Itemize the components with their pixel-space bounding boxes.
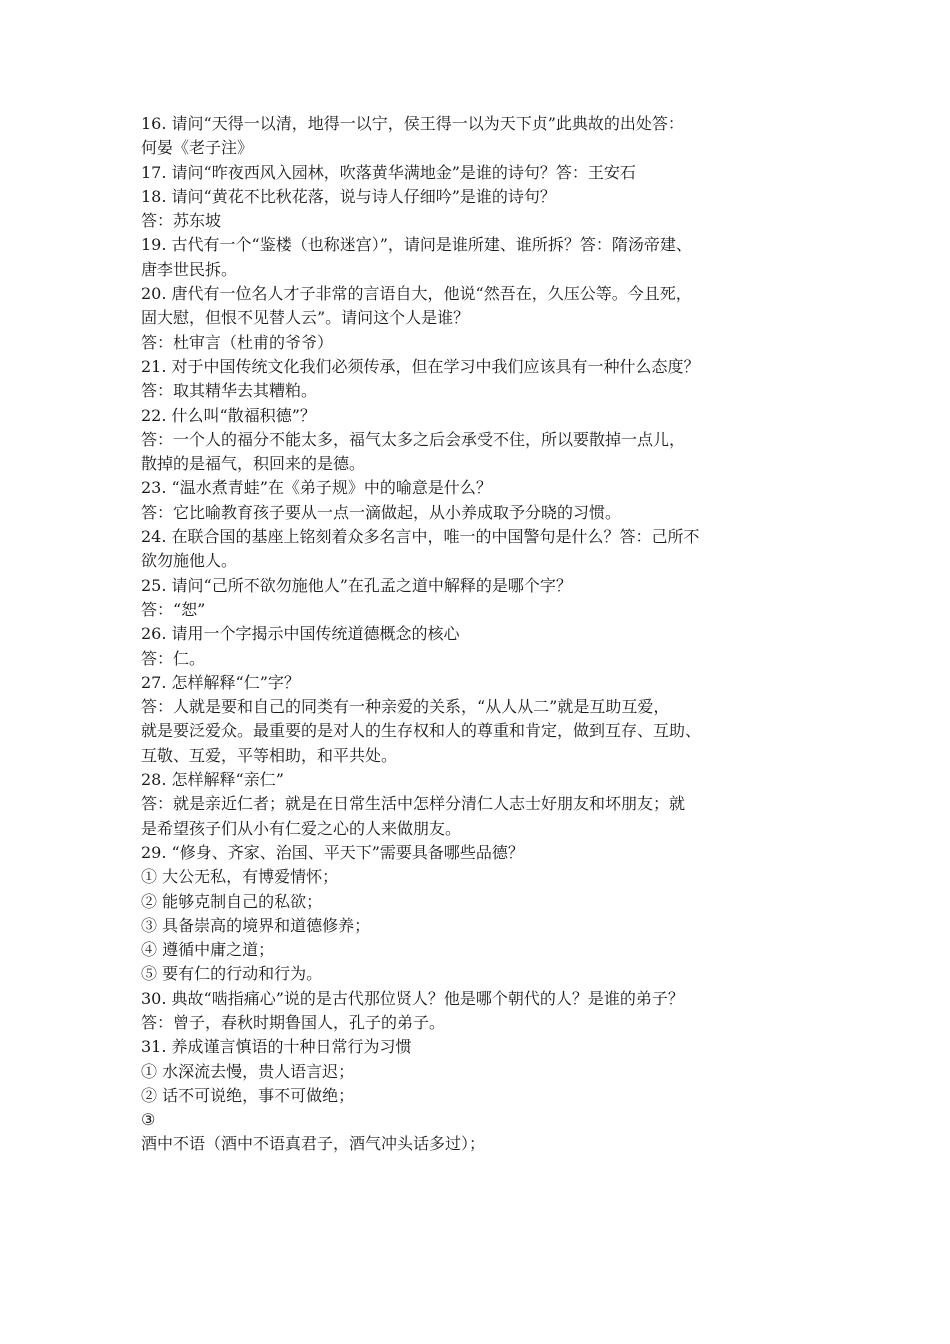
- text-line: ⑤ 要有仁的行动和行为。: [141, 964, 323, 984]
- text-line: 答：曾子，春秋时期鲁国人，孔子的弟子。: [141, 1012, 446, 1032]
- text-line: 28. 怎样解释“亲仁”: [141, 770, 284, 790]
- text-line: ③: [141, 1110, 156, 1130]
- text-line: 散掉的是福气，积回来的是德。: [141, 454, 366, 474]
- text-line: 21. 对于中国传统文化我们必须传承，但在学习中我们应该具有一种什么态度？: [141, 356, 700, 376]
- text-line: 酒中不语（酒中不语真君子，酒气冲头话多过）；: [141, 1134, 486, 1154]
- text-line: 22. 什么叫“散福积德”？: [141, 405, 316, 425]
- text-line: 互敬、互爱，平等相助，和平共处。: [141, 745, 398, 765]
- text-line: 18. 请问“黄花不比秋花落，说与诗人仔细吟”是谁的诗句？: [141, 186, 556, 206]
- text-line: 欲勿施他人。: [141, 551, 238, 571]
- text-line: ④ 遵循中庸之道；: [141, 940, 275, 960]
- text-line: 答：苏东坡: [141, 211, 222, 231]
- text-line: 是希望孩子们从小有仁爱之心的人来做朋友。: [141, 818, 462, 838]
- text-line: ② 能够克制自己的私欲；: [141, 891, 323, 911]
- text-line: 16. 请问“天得一以清，地得一以宁，侯王得一以为天下贞”此典故的出处答：: [141, 114, 684, 133]
- text-line: ② 话不可说绝，事不可做绝；: [141, 1085, 355, 1105]
- text-line: 答：人就是要和自己的同类有一种亲爱的关系，“从人从二”就是互助互爱，: [141, 697, 670, 717]
- text-line: 31. 养成谨言慎语的十种日常行为习惯: [141, 1037, 412, 1057]
- text-line: 何晏《老子注》: [141, 138, 254, 158]
- text-line: ① 大公无私，有博爱情怀；: [141, 867, 339, 887]
- text-line: 就是要泛爱众。最重要的是对人的生存权和人的尊重和肯定，做到互存、互助、: [141, 721, 702, 741]
- text-line: 答：杜审言（杜甫的爷爷）: [141, 332, 334, 352]
- text-line: ① 水深流去慢，贵人语言迟；: [141, 1061, 355, 1081]
- text-line: 固大慰，但恨不见替人云”。请问这个人是谁？: [141, 308, 470, 328]
- text-line: ③ 具备崇高的境界和道德修养；: [141, 915, 371, 935]
- document-body: [141, 112, 831, 1157]
- text-line: 唐李世民拆。: [141, 259, 238, 279]
- text-line: 25. 请问“己所不欲勿施他人”在孔孟之道中解释的是哪个字？: [141, 575, 572, 595]
- text-line: 23. “温水煮青蛙”在《弟子规》中的喻意是什么？: [141, 478, 492, 498]
- text-line: 19. 古代有一个“鉴楼（也称迷宫）”，请问是谁所建、谁所拆？答：隋汤帝建、: [141, 235, 692, 255]
- text-line: 26. 请用一个字揭示中国传统道德概念的核心: [141, 624, 460, 644]
- text-line: 答：它比喻教育孩子要从一点一滴做起，从小养成取予分晓的习惯。: [141, 502, 622, 522]
- text-line: 答：仁。: [141, 648, 206, 668]
- text-line: 答：一个人的福分不能太多，福气太多之后会承受不住，所以要散掉一点儿，: [141, 429, 686, 449]
- text-line: 24. 在联合国的基座上铭刻着众多名言中，唯一的中国警句是什么？答：己所不: [141, 527, 700, 547]
- text-line: 27. 怎样解释“仁”字？: [141, 672, 300, 692]
- text-line: 答：就是亲近仁者；就是在日常生活中怎样分清仁人志士好朋友和坏朋友；就: [141, 794, 686, 814]
- text-line: 29. “修身、齐家、治国、平天下”需要具备哪些品德？: [141, 842, 524, 862]
- text-line: 20. 唐代有一位名人才子非常的言语自大，他说“然吾在，久压公等。今且死，: [141, 284, 692, 304]
- text-line: 30. 典故“啮指痛心”说的是古代那位贤人？他是哪个朝代的人？是谁的弟子？: [141, 988, 684, 1008]
- text-line: 17. 请问“昨夜西风入园林，吹落黄华满地金”是谁的诗句？答：王安石: [141, 162, 636, 182]
- text-line: 答：取其精华去其糟粕。: [141, 381, 318, 401]
- text-line: 答：“恕”: [141, 599, 206, 619]
